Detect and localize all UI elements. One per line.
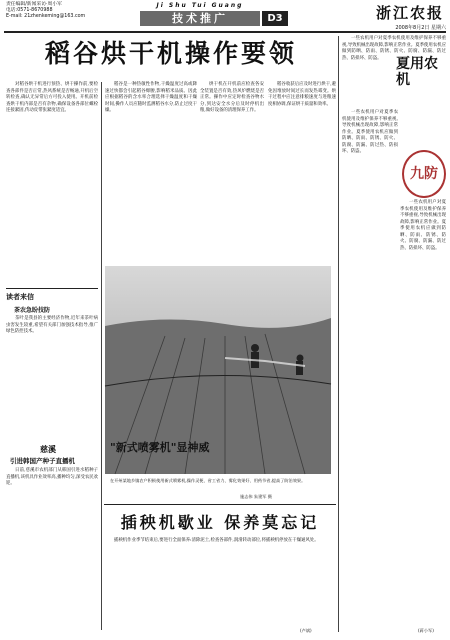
box1-subheading: 茶农急盼技防 xyxy=(14,307,51,314)
box2-subheading: 引进韩国产种子直播机 xyxy=(10,457,75,465)
page-number: D3 xyxy=(262,11,288,26)
header-meta xyxy=(6,2,146,21)
page-headline: 稻谷烘干机操作要领 xyxy=(44,39,297,68)
photo-caption: 在开州某地乡镇农户积极使用新式喷雾机,操作灵便、省工省力、雾化效果好、用药节省,提高了防治效果。 xyxy=(110,478,306,483)
box2-heading: 慈溪 xyxy=(40,445,56,454)
photo-caption-title: "新式喷雾机"显神威 xyxy=(110,441,210,454)
column-banner: 技术推广 xyxy=(140,11,260,26)
article-col4: 稻谷收获后应及时进行烘干,避免因堆放时间过长而发热霉变。烘干过程中应注意排粮速度与进粮速度相协调,保证烘干质量和效率。 xyxy=(268,82,336,107)
sidebar-seal: 九防 xyxy=(402,150,446,198)
date-line: 2008年8月2日 星期六 xyxy=(395,25,446,31)
bottom-rule xyxy=(104,504,336,505)
bottom-article-text: 插秧机作业季节结束后,要进行全面保养:清除泥土,检查各部件,润滑转动部位,将插秧机停放在干燥通风处。 xyxy=(114,538,319,543)
box1-heading: 读者来信 xyxy=(6,293,34,301)
sidebar-lead: 一些农机用户对夏季农机使用及维护保养不够重视,导致机械出现故障,影响正常作业。夏季使用农机应做到防晒、防雨、防锈、防火、防腐、防漏、防过热、防损坏、防盗。 xyxy=(342,36,446,61)
masthead: 浙江农报 xyxy=(375,4,444,22)
column-pinyin: Ji Shu Tui Guang xyxy=(156,2,244,9)
photo-credit: 施志伟 朱建军 摄 xyxy=(240,494,272,499)
sidebar-author: (蒋小军) xyxy=(418,628,434,633)
sidebar-title: 夏用农机 xyxy=(396,56,438,88)
article-col3: 烘干机在开机前应检查各安全装置是否有效,热风炉燃烧是否正常。操作中应定时检查谷物水分,到达安全水分后及时停机出粮,做好设备的清理保养工作。 xyxy=(200,82,264,113)
column-divider xyxy=(101,82,102,630)
editor-line: 责任编辑/新闻采访·周小军 xyxy=(6,2,62,7)
phone-line: 电话:0571-8670988 xyxy=(6,8,53,14)
sidebar-text: 一些农机用户对夏季农机使用及维护保养不够重视,导致机械出现故障,影响正常作业。夏季使用农机应做到防晒、防雨、防锈、防火、防腐、防漏、防过热、防损坏、防盗。 xyxy=(342,110,398,154)
bottom-author: (卢斌) xyxy=(300,628,312,633)
header-rule xyxy=(4,31,446,33)
bottom-headline: 插秧机歇业 保养莫忘记 xyxy=(120,513,320,532)
box2-text: 日前,慈溪市农机部门从韩国引进水稻种子直播机,该机具作业效率高,播种均匀,深受农民欢迎。 xyxy=(6,468,99,486)
sidebar-text-continued: 一些农机用户对夏季农机使用及维护保养不够重视,导致机械出现故障,影响正常作业。夏季使用农机应做到防晒、防雨、防锈、防火、防腐、防漏、防过热、防损坏、防盗。 xyxy=(400,200,446,251)
article-col2: 稻谷是一种热敏性作物,干燥温度过高或降速过快都会引起稻谷爆腰,影响稻米品质。因此应根据稻谷的含水率合理选择干燥温度和干燥时间,操作人员应随时监测稻谷水分,防止过度干燥。 xyxy=(105,82,197,113)
email-line: E-mail: 21zhenkeming@163.com xyxy=(6,14,86,20)
article-col1: 对稻谷烘干机进行预热、烘干操作前,要检查各部件是否正常,热风系统是否畅通,开机后空转检查,确认无异常后方可投入使用。开机前检查烘干机内部是否有杂物,确保设备各部位螺栓连接紧固,传动皮带张紧度适宜。 xyxy=(6,82,98,113)
box1-text: 茶叶是我县的主要经济作物,近年来茶叶病虫害发生较重,希望有关部门加强技术指导,推广绿色防控技术。 xyxy=(6,316,98,334)
box-rule xyxy=(6,288,98,289)
sidebar-divider xyxy=(338,36,339,632)
